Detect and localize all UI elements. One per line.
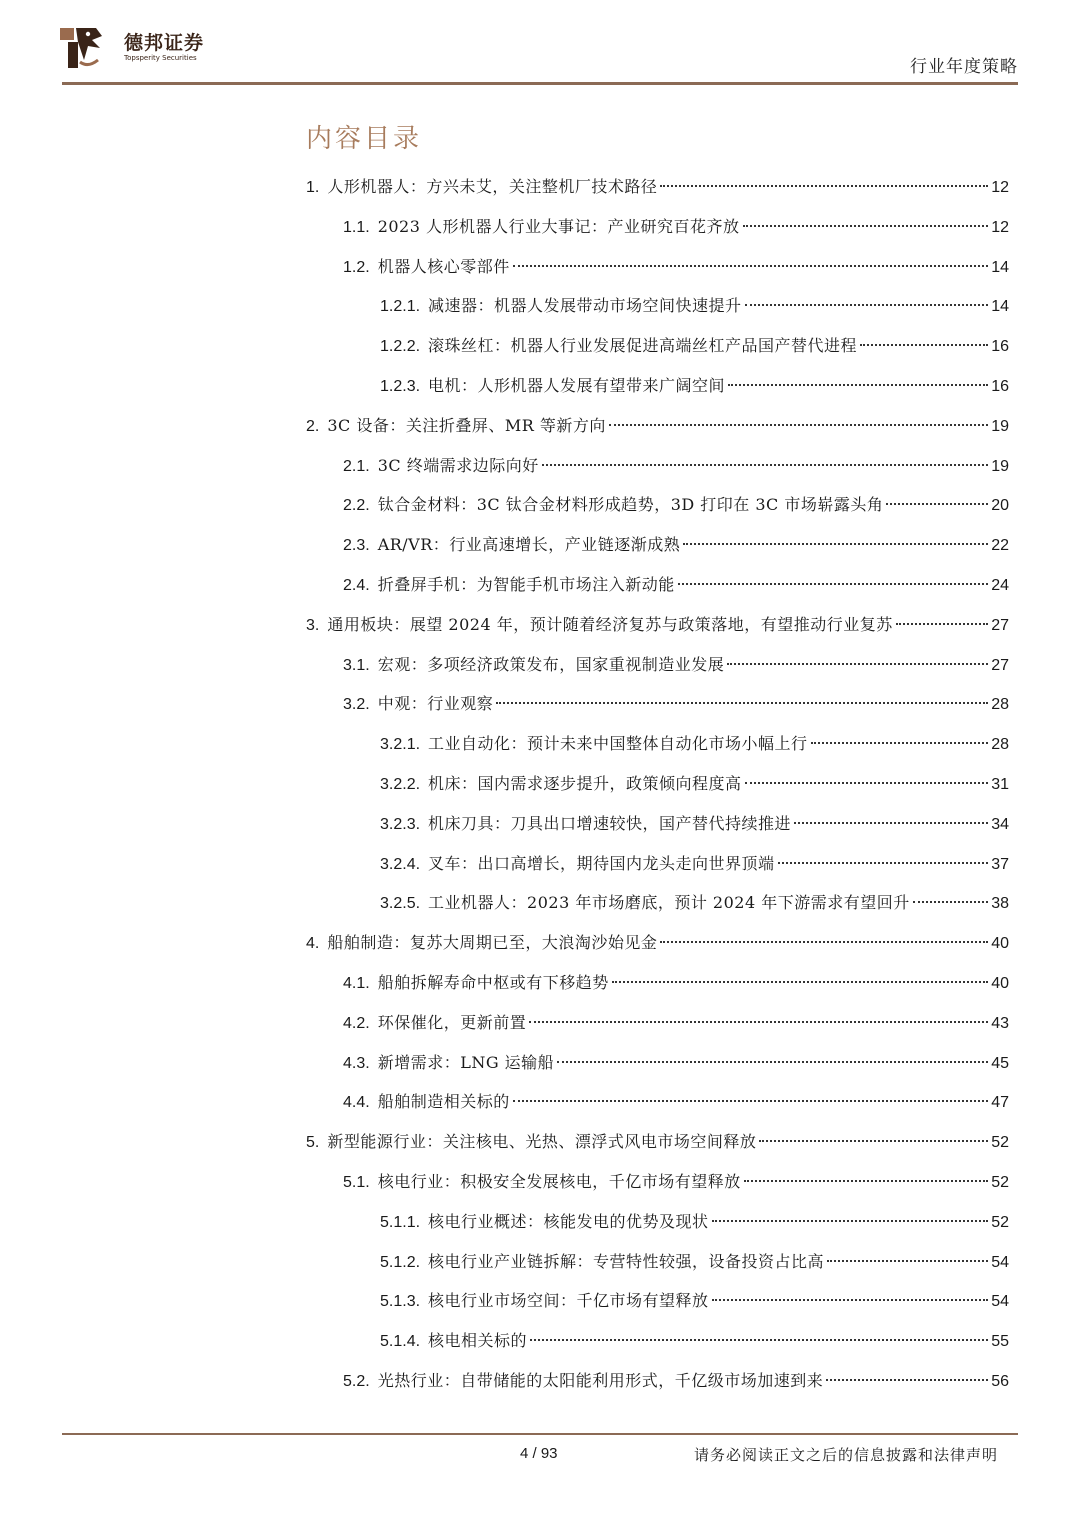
- toc-entry-page: 27: [991, 656, 1009, 674]
- toc-entry-title: [343, 1010, 526, 1033]
- toc-entry-label: 机床：国内需求逐步提升，政策倾向程度高: [428, 774, 742, 793]
- toc-entry-page: 14: [991, 298, 1009, 316]
- toc-entry[interactable]: [343, 254, 1009, 294]
- toc-leader-dots: [728, 384, 988, 386]
- toc-entry-page: 31: [991, 776, 1009, 793]
- toc-entry[interactable]: [343, 532, 1009, 572]
- toc-entry[interactable]: [306, 413, 1009, 453]
- toc-entry[interactable]: [380, 1209, 1009, 1249]
- toc-entry[interactable]: [343, 970, 1009, 1010]
- toc-entry-label: 新增需求：LNG 运输船: [377, 1052, 555, 1072]
- toc-entry-title: [343, 1169, 741, 1192]
- toc-entry-label: 滚珠丝杠：机器人行业发展促进高端丝杠产品国产替代进程: [428, 336, 858, 356]
- toc-entry-number: 2.2.: [343, 497, 370, 515]
- toc-entry-title: [380, 890, 910, 913]
- toc-leader-dots: [886, 503, 988, 505]
- toc-entry-title: [343, 214, 740, 237]
- toc-entry-page: 19: [991, 417, 1009, 435]
- toc-entry-label: 核电行业产业链拆解：专营特性较强，设备投资占比高: [428, 1251, 825, 1271]
- toc-leader-dots: [860, 344, 988, 346]
- page-header: [0, 0, 1080, 90]
- toc-leader-dots: [678, 583, 989, 585]
- toc-entry-title: [380, 851, 775, 874]
- toc-entry-page: 16: [991, 338, 1009, 356]
- brand-logo: [58, 24, 208, 74]
- toc-entry-number: 1.2.: [343, 258, 370, 276]
- toc-entry[interactable]: [380, 373, 1009, 413]
- toc-entry[interactable]: [306, 612, 1009, 652]
- toc-entry[interactable]: [380, 1288, 1009, 1328]
- toc-leader-dots: [683, 543, 988, 545]
- toc-entry-label: 3C 终端需求边际向好: [377, 455, 539, 475]
- toc-entry-page: 16: [991, 378, 1009, 395]
- toc-entry-number: 3.2.2.: [380, 776, 421, 793]
- toc-entry-page: 28: [991, 736, 1009, 754]
- toc-entry-number: 5.2.: [343, 1373, 370, 1390]
- toc-entry-title: [380, 1249, 824, 1272]
- toc-entry-number: 5.: [306, 1134, 320, 1152]
- toc-entry-title: [343, 532, 680, 555]
- toc-entry[interactable]: [380, 293, 1009, 333]
- toc-leader-dots: [913, 901, 988, 903]
- toc-entry-page: 55: [991, 1333, 1009, 1351]
- toc-entry-title: [380, 1288, 709, 1311]
- toc-entry[interactable]: [343, 572, 1009, 612]
- toc-entry-number: 1.2.3.: [380, 378, 421, 395]
- toc-entry-number: 3.2.5.: [380, 895, 421, 913]
- toc-entry[interactable]: [380, 811, 1009, 851]
- toc-leader-dots: [529, 1021, 988, 1023]
- toc-entry-number: 5.1.3.: [380, 1293, 421, 1311]
- toc-entry-label: 核电行业：积极安全发展核电，千亿市场有望释放: [377, 1172, 741, 1191]
- brand-name-cn: 德邦证券: [124, 32, 205, 54]
- toc-entry[interactable]: [306, 174, 1009, 214]
- toc-leader-dots: [743, 225, 989, 227]
- toc-entry-title: [343, 1089, 510, 1112]
- toc-entry[interactable]: [380, 890, 1009, 930]
- legal-disclaimer: 请务必阅读正文之后的信息披露和法律声明: [693, 1446, 998, 1464]
- toc-entry[interactable]: [343, 1368, 1009, 1408]
- toc-leader-dots: [660, 941, 988, 943]
- toc-leader-dots: [609, 424, 988, 426]
- toc-entry[interactable]: [343, 691, 1009, 731]
- toc-entry-number: 3.2.: [343, 696, 370, 714]
- toc-entry-label: 人形机器人：方兴未艾，关注整机厂技术路径: [327, 177, 658, 196]
- toc-entry-label: 折叠屏手机：为智能手机市场注入新动能: [377, 575, 675, 594]
- toc-entry-page: 54: [991, 1293, 1009, 1311]
- brand-name-en: Topsperity Securities: [124, 54, 197, 62]
- toc-entry-page: 38: [991, 895, 1009, 913]
- toc-entry-title: [380, 1328, 527, 1351]
- toc-entry[interactable]: [343, 652, 1009, 692]
- toc-entry[interactable]: [380, 771, 1009, 811]
- toc-entry-label: 3C 设备：关注折叠屏、MR 等新方向: [327, 415, 606, 435]
- toc-entry-number: 1.: [306, 179, 320, 196]
- toc-entry-label: 宏观：多项经济政策发布，国家重视制造业发展: [377, 654, 725, 674]
- toc-entry-page: 47: [991, 1094, 1009, 1112]
- toc-entry-title: [380, 293, 742, 316]
- toc-entry-title: [306, 413, 606, 436]
- toc-entry-title: [380, 771, 742, 794]
- toc-leader-dots: [542, 464, 989, 466]
- toc-entry-number: 2.: [306, 417, 320, 435]
- toc-entry-page: 52: [991, 1213, 1009, 1231]
- toc-entry-page: 52: [991, 1174, 1009, 1191]
- toc-entry-label: 2023 人形机器人行业大事记：产业研究百花齐放: [377, 216, 740, 236]
- toc-entry-page: 56: [991, 1373, 1009, 1390]
- toc-entry-label: 核电相关标的: [428, 1331, 528, 1351]
- toc-entry-title: [343, 453, 539, 476]
- toc-entry-number: 5.1.4.: [380, 1333, 421, 1351]
- toc-leader-dots: [744, 1180, 989, 1182]
- toc-entry-number: 3.2.3.: [380, 815, 421, 833]
- toc-leader-dots: [759, 1140, 988, 1142]
- toc-leader-dots: [712, 1220, 989, 1222]
- header-divider: [62, 82, 1018, 85]
- toc-leader-dots: [557, 1061, 988, 1063]
- toc-entry-page: 12: [991, 179, 1009, 196]
- toc-leader-dots: [712, 1299, 989, 1301]
- toc-entry-label: 船舶制造相关标的: [377, 1092, 510, 1112]
- toc-entry-number: 3.1.: [343, 656, 370, 674]
- toc-entry-page: 20: [991, 497, 1009, 515]
- toc-entry-label: AR/VR：行业高速增长，产业链逐渐成熟: [377, 535, 681, 555]
- toc-entry-number: 3.: [306, 616, 320, 634]
- toc-leader-dots: [660, 185, 988, 187]
- toc-entry[interactable]: [343, 1089, 1009, 1129]
- toc-entry-number: 1.2.2.: [380, 338, 421, 356]
- toc-entry-page: 54: [991, 1253, 1009, 1271]
- toc-entry-page: 27: [991, 616, 1009, 634]
- toc-entry[interactable]: [380, 731, 1009, 771]
- toc-entry-number: 4.3.: [343, 1054, 370, 1072]
- toc-entry-page: 40: [991, 935, 1009, 953]
- toc-entry-label: 机器人核心零部件: [377, 256, 510, 276]
- toc-entry[interactable]: [380, 1328, 1009, 1368]
- toc-entry-number: 4.: [306, 935, 320, 953]
- toc-entry-title: [306, 612, 893, 635]
- toc-leader-dots: [745, 304, 989, 306]
- toc-leader-dots: [513, 265, 989, 267]
- toc-entry-number: 2.1.: [343, 457, 370, 475]
- toc-entry[interactable]: [306, 930, 1009, 970]
- toc-entry-page: 43: [991, 1014, 1009, 1032]
- toc-entry-page: 37: [991, 855, 1009, 873]
- toc-entry-title: [343, 970, 609, 993]
- toc-title: 内容目录: [306, 124, 423, 154]
- toc-entry[interactable]: [343, 492, 1009, 532]
- toc-entry-page: 22: [991, 537, 1009, 555]
- toc-entry-label: 钛合金材料：3C 钛合金材料形成趋势，3D 打印在 3C 市场崭露头角: [377, 495, 884, 515]
- toc-entry-page: 14: [991, 258, 1009, 276]
- toc-entry-number: 4.4.: [343, 1094, 370, 1112]
- toc-entry-number: 1.2.1.: [380, 298, 421, 316]
- toc-entry-title: [343, 572, 675, 595]
- toc-entry[interactable]: [343, 1050, 1009, 1090]
- toc-entry-page: 34: [991, 815, 1009, 833]
- toc-entry-number: 1.1.: [343, 218, 370, 236]
- toc-leader-dots: [612, 981, 989, 983]
- toc-entry[interactable]: [343, 1010, 1009, 1050]
- toc-leader-dots: [826, 1379, 988, 1381]
- brand-logo-icon: [58, 24, 104, 70]
- toc-entry-number: 5.1.2.: [380, 1253, 421, 1271]
- toc-leader-dots: [513, 1100, 989, 1102]
- toc-entry[interactable]: [343, 1169, 1009, 1209]
- toc-entry[interactable]: [380, 333, 1009, 373]
- toc-entry-label: 环保催化，更新前置: [377, 1012, 527, 1032]
- toc-entry-label: 机床刀具：刀具出口增速较快，国产替代持续推进: [428, 813, 792, 833]
- toc-entry-label: 减速器：机器人发展带动市场空间快速提升: [428, 296, 742, 316]
- toc-entry[interactable]: [343, 453, 1009, 493]
- toc-entry-label: 中观：行业观察: [377, 694, 494, 714]
- toc-entry-label: 船舶制造：复苏大周期已至，大浪淘沙始见金: [327, 933, 658, 953]
- toc-entry-title: [380, 811, 791, 834]
- toc-entry-label: 电机：人形机器人发展有望带来广阔空间: [428, 376, 726, 395]
- toc-entry-title: [306, 930, 657, 953]
- toc-entry-title: [306, 1129, 756, 1152]
- toc-entry-number: 2.4.: [343, 577, 370, 594]
- toc-leader-dots: [778, 862, 989, 864]
- toc-entry-label: 工业自动化：预计未来中国整体自动化市场小幅上行: [428, 734, 808, 754]
- toc-entry-page: 24: [991, 577, 1009, 594]
- toc-entry-page: 12: [991, 218, 1009, 236]
- toc-leader-dots: [496, 702, 988, 704]
- toc-entry-page: 19: [991, 457, 1009, 475]
- toc-entry-title: [343, 691, 493, 714]
- toc-entry-title: [343, 254, 510, 277]
- toc-entry-number: 4.1.: [343, 975, 370, 992]
- toc-entry-label: 船舶拆解寿命中枢或有下移趋势: [377, 973, 609, 992]
- toc-entry[interactable]: [343, 214, 1009, 254]
- toc-entry-title: [380, 333, 857, 356]
- toc-entry-number: 3.2.4.: [380, 855, 421, 873]
- toc-entry-number: 2.3.: [343, 537, 370, 555]
- toc-entry-title: [380, 1209, 709, 1232]
- toc-leader-dots: [530, 1339, 988, 1341]
- toc-entry-label: 核电行业市场空间：千亿市场有望释放: [428, 1291, 709, 1311]
- toc-entry-title: [343, 1050, 554, 1073]
- toc-entry-page: 52: [991, 1134, 1009, 1152]
- toc-entry-label: 通用板块：展望 2024 年，预计随着经济复苏与政策落地，有望推动行业复苏: [327, 614, 893, 634]
- toc-entry-title: [343, 492, 883, 515]
- toc-entry-label: 光热行业：自带储能的太阳能利用形式，千亿级市场加速到来: [377, 1371, 824, 1390]
- toc-entry-number: 4.2.: [343, 1014, 370, 1032]
- toc-entry[interactable]: [380, 851, 1009, 891]
- toc-entry-label: 工业机器人：2023 年市场磨底，预计 2024 年下游需求有望回升: [428, 893, 910, 913]
- toc-entry-title: [343, 1368, 823, 1391]
- toc-entry-label: 核电行业概述：核能发电的优势及现状: [428, 1211, 709, 1231]
- page-number: 4 / 93: [520, 1445, 558, 1462]
- toc-leader-dots: [827, 1260, 988, 1262]
- toc-entry-page: 28: [991, 696, 1009, 714]
- footer-divider: [62, 1433, 1018, 1435]
- toc-leader-dots: [811, 742, 989, 744]
- toc-entry-number: 5.1.1.: [380, 1213, 421, 1231]
- toc-entry[interactable]: [380, 1249, 1009, 1289]
- toc-leader-dots: [794, 822, 988, 824]
- toc-leader-dots: [896, 623, 988, 625]
- toc-entry-number: 3.2.1.: [380, 736, 421, 754]
- toc-leader-dots: [727, 663, 988, 665]
- toc-entry-title: [343, 652, 724, 675]
- toc-entry-title: [380, 373, 725, 396]
- toc-entry-label: 新型能源行业：关注核电、光热、漂浮式风电市场空间释放: [327, 1132, 757, 1152]
- toc-entry-label: 叉车：出口高增长，期待国内龙头走向世界顶端: [428, 853, 775, 873]
- report-type: 行业年度策略: [910, 57, 1018, 77]
- toc-entry-number: 5.1.: [343, 1174, 370, 1191]
- toc-entry-title: [306, 174, 657, 197]
- toc-entry-page: 45: [991, 1054, 1009, 1072]
- toc-entry-title: [380, 731, 808, 754]
- toc-entry[interactable]: [306, 1129, 1009, 1169]
- toc-leader-dots: [745, 782, 989, 784]
- toc-entry-page: 40: [991, 975, 1009, 992]
